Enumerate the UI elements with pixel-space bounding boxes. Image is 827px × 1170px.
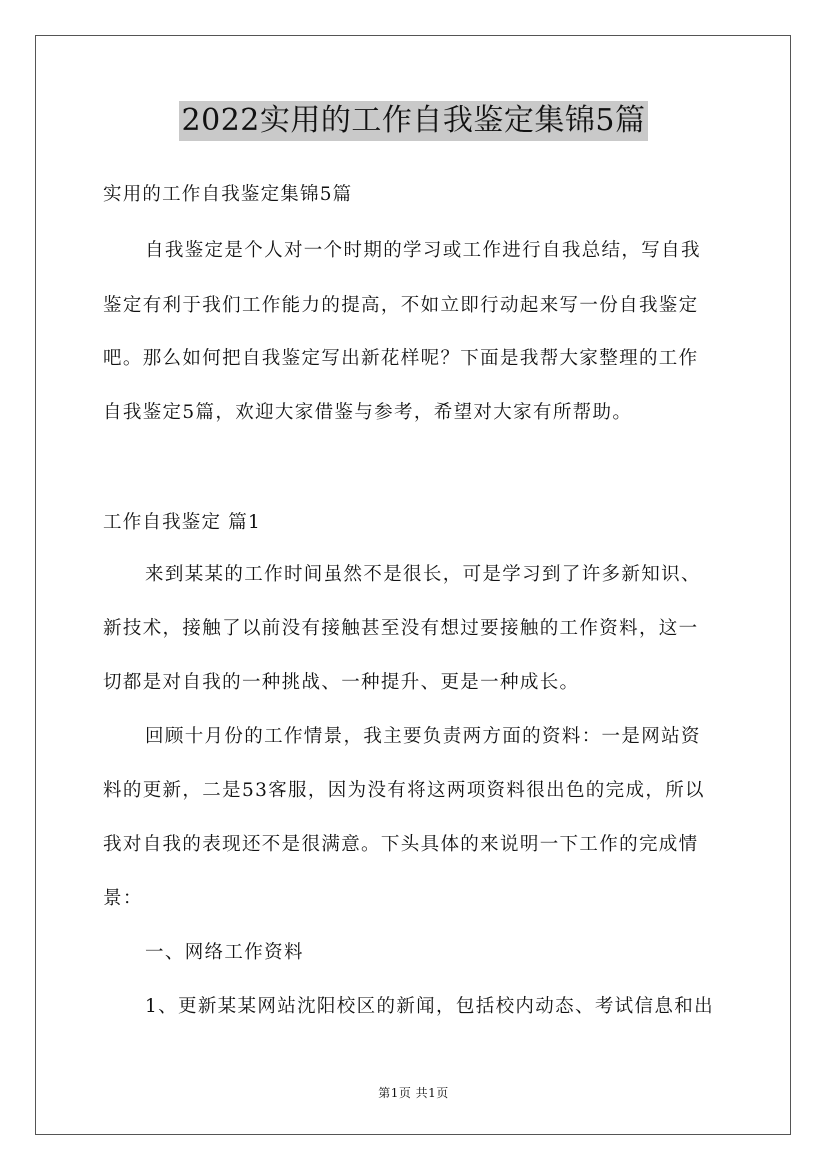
paragraph-line: 新技术，接触了以前没有接触甚至没有想过要接触的工作资料，这一 [103,618,699,639]
title-container [0,101,827,141]
paragraph-line: 景： [103,888,143,909]
list-heading: 一、网络工作资料 [145,942,304,963]
intro-line: 自我鉴定是个人对一个时期的学习或工作进行自我总结，写自我 [145,240,701,261]
paragraph-line: 切都是对自我的一种挑战、一种提升、更是一种成长。 [103,672,580,693]
intro-line: 鉴定有利于我们工作能力的提高，不如立即行动起来写一份自我鉴定 [103,295,699,316]
list-item: 1、更新某某网站沈阳校区的新闻，包括校内动态、考试信息和出 [145,996,714,1017]
paragraph-line: 回顾十月份的工作情景，我主要负责两方面的资料：一是网站资 [145,726,701,747]
page-footer: 第1页 共1页 [378,1086,449,1100]
document-title: 2022实用的工作自我鉴定集锦5篇 [179,101,649,141]
intro-line: 自我鉴定5篇，欢迎大家借鉴与参考，希望对大家有所帮助。 [103,402,633,423]
subtitle: 实用的工作自我鉴定集锦5篇 [103,184,353,205]
section-heading: 工作自我鉴定 篇1 [103,512,261,533]
paragraph-line: 来到某某的工作时间虽然不是很长，可是学习到了许多新知识、 [145,564,701,585]
intro-line: 吧。那么如何把自我鉴定写出新花样呢？下面是我帮大家整理的工作 [103,348,699,369]
paragraph-line: 我对自我的表现还不是很满意。下头具体的来说明一下工作的完成情 [103,834,699,855]
paragraph-line: 料的更新，二是53客服，因为没有将这两项资料很出色的完成，所以 [103,780,705,801]
